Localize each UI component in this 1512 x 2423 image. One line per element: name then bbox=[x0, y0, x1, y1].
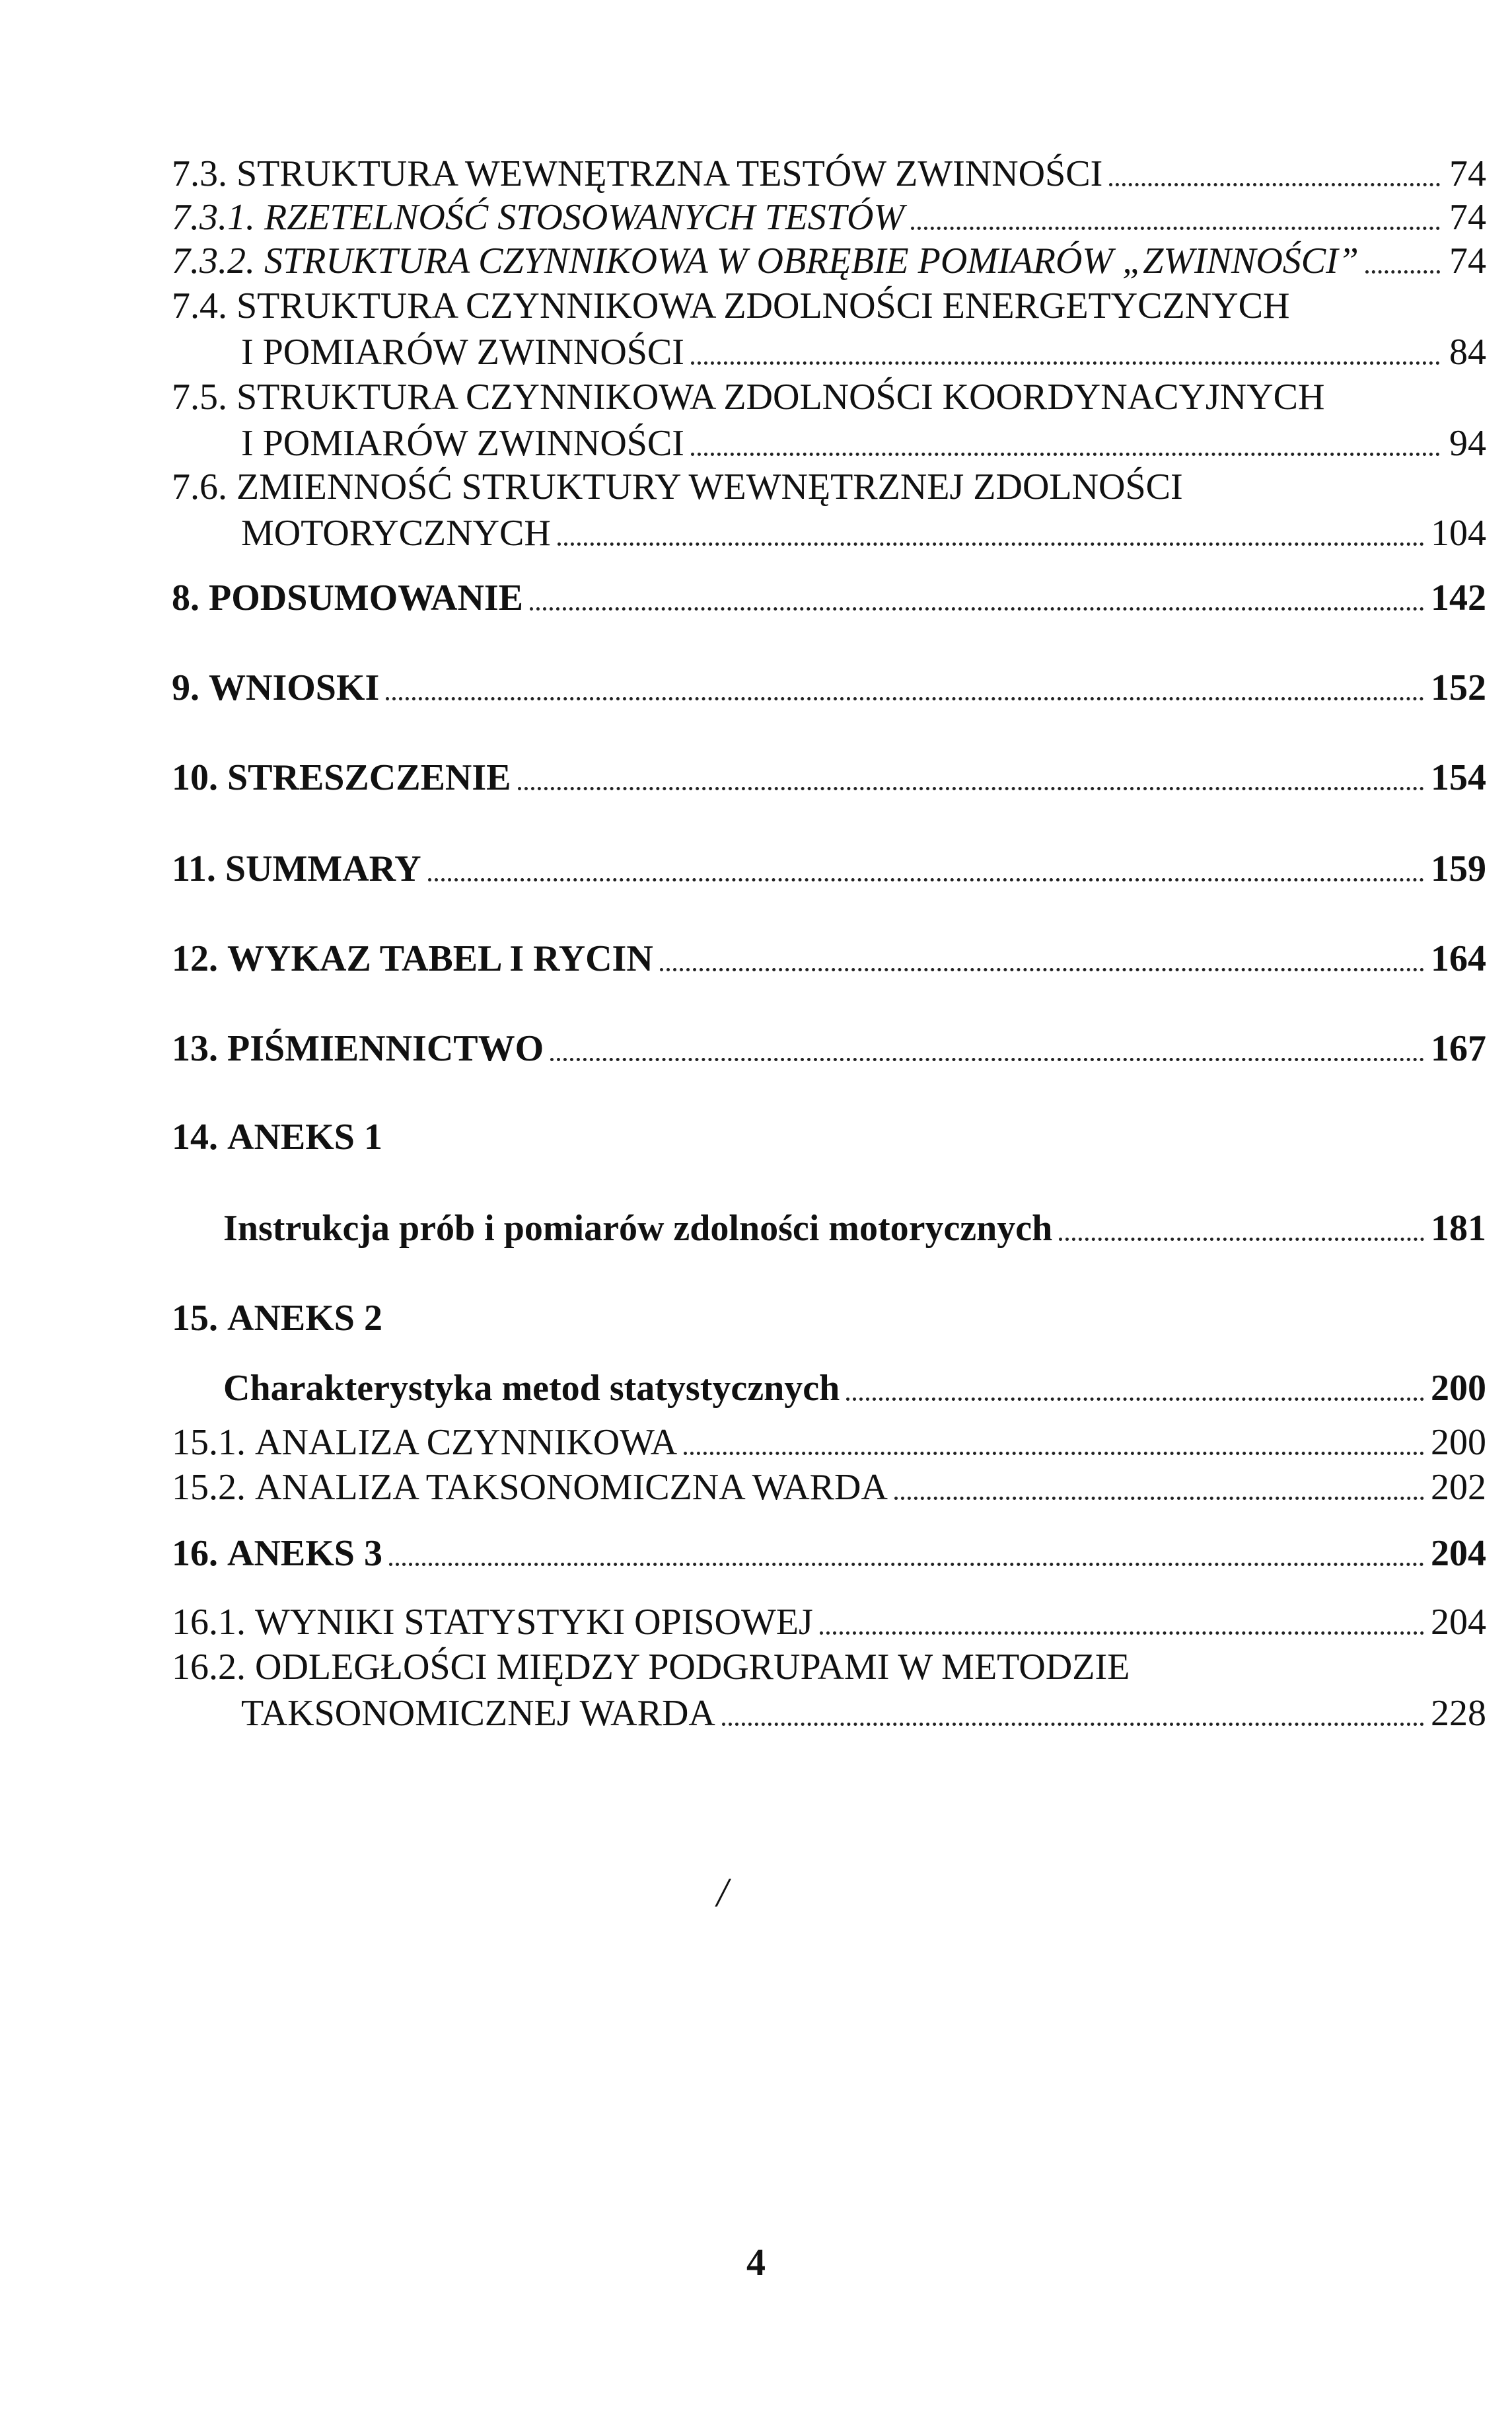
toc-title: STRUKTURA WEWNĘTRZNA TESTÓW ZWINNOŚCI bbox=[236, 153, 1103, 194]
toc-title: RZETELNOŚĆ STOSOWANYCH TESTÓW bbox=[264, 197, 905, 238]
toc-page-number: 74 bbox=[1449, 241, 1486, 281]
dot-leader bbox=[1059, 1238, 1424, 1241]
toc-entry-15-charakterystyka[interactable] bbox=[223, 1365, 1486, 1411]
toc-page-number: 167 bbox=[1431, 1028, 1486, 1069]
toc-page-number: 159 bbox=[1431, 848, 1486, 889]
toc-title: ANEKS 2 bbox=[227, 1298, 382, 1339]
toc-title: PODSUMOWANIE bbox=[209, 578, 524, 618]
toc-title: WNIOSKI bbox=[209, 667, 380, 708]
toc-title: STRESZCZENIE bbox=[227, 757, 511, 798]
dot-leader bbox=[846, 1398, 1424, 1401]
toc-number: 9. bbox=[172, 667, 199, 708]
toc-entry-15[interactable] bbox=[172, 1295, 1486, 1341]
toc-title: WYKAZ TABEL I RYCIN bbox=[227, 938, 653, 979]
dot-leader bbox=[428, 878, 1424, 881]
toc-page-number: 104 bbox=[1431, 513, 1486, 554]
toc-title: PIŚMIENNICTWO bbox=[227, 1028, 544, 1069]
toc-number: 16.1. bbox=[172, 1602, 246, 1643]
dot-leader bbox=[1365, 270, 1440, 274]
toc-title-continuation: I POMIARÓW ZWINNOŚCI bbox=[241, 332, 684, 373]
toc-number: 12. bbox=[172, 938, 218, 979]
toc-title: ANALIZA TAKSONOMICZNA WARDA bbox=[255, 1467, 888, 1508]
toc-title-continuation: MOTORYCZNYCH bbox=[241, 513, 551, 554]
toc-entry-7-5[interactable] bbox=[172, 374, 1486, 466]
toc-page-number: 204 bbox=[1431, 1602, 1486, 1643]
toc-number: 13. bbox=[172, 1028, 218, 1069]
dot-leader bbox=[691, 361, 1440, 365]
toc-number: 14. bbox=[172, 1117, 218, 1158]
toc-page-number: 84 bbox=[1449, 332, 1486, 373]
toc-entry-16-1[interactable] bbox=[172, 1599, 1486, 1645]
toc-page-number: 200 bbox=[1431, 1368, 1486, 1409]
toc-title: STRUKTURA CZYNNIKOWA W OBRĘBIE POMIARÓW „ZWINNOŚCI” bbox=[264, 241, 1359, 281]
toc-number: 15.1. bbox=[172, 1422, 246, 1463]
toc-title: ODLEGŁOŚCI MIĘDZY PODGRUPAMI W METODZIE bbox=[255, 1647, 1130, 1688]
toc-entry-14[interactable] bbox=[172, 1114, 1486, 1160]
toc-page-number: 74 bbox=[1449, 153, 1486, 194]
toc-title-continuation: I POMIARÓW ZWINNOŚCI bbox=[241, 423, 684, 464]
toc-entry-15-1[interactable] bbox=[172, 1419, 1486, 1466]
toc-entry-12[interactable] bbox=[172, 936, 1486, 982]
toc-entry-13[interactable] bbox=[172, 1025, 1486, 1072]
toc-number: 11. bbox=[172, 848, 216, 889]
toc-entry-8[interactable] bbox=[172, 575, 1486, 621]
toc-entry-11[interactable] bbox=[172, 846, 1486, 892]
toc-number: 7.6. bbox=[172, 466, 227, 507]
dot-leader bbox=[684, 1452, 1424, 1455]
toc-number: 7.3.1. bbox=[172, 197, 255, 238]
dot-leader bbox=[518, 787, 1424, 790]
toc-title: Instrukcja prób i pomiarów zdolności motorycznych bbox=[223, 1208, 1053, 1249]
toc-entry-16-2[interactable] bbox=[172, 1644, 1486, 1736]
dot-leader bbox=[911, 227, 1440, 230]
toc-title: ZMIENNOŚĆ STRUKTURY WEWNĘTRZNEJ ZDOLNOŚCI bbox=[236, 466, 1183, 507]
dot-leader bbox=[386, 697, 1424, 700]
dot-leader bbox=[660, 968, 1424, 971]
toc-page-number: 152 bbox=[1431, 667, 1486, 708]
toc-entry-14-instrukcja[interactable] bbox=[223, 1205, 1486, 1251]
toc-number: 15.2. bbox=[172, 1467, 246, 1508]
toc-entry-7-3[interactable] bbox=[172, 151, 1486, 197]
toc-title-continuation: TAKSONOMICZNEJ WARDA bbox=[241, 1693, 715, 1734]
toc-number: 7.3. bbox=[172, 153, 227, 194]
dot-leader bbox=[894, 1497, 1424, 1500]
toc-number: 10. bbox=[172, 757, 218, 798]
toc-number: 7.3.2. bbox=[172, 241, 255, 281]
toc-title: ANEKS 3 bbox=[227, 1533, 382, 1574]
toc-title: Charakterystyka metod statystycznych bbox=[223, 1368, 840, 1409]
dot-leader bbox=[550, 1058, 1424, 1061]
toc-page-number: 164 bbox=[1431, 938, 1486, 979]
toc-page-number: 74 bbox=[1449, 197, 1486, 238]
toc-page-number: 181 bbox=[1431, 1208, 1486, 1249]
toc-number: 8. bbox=[172, 578, 199, 618]
dot-leader bbox=[820, 1631, 1424, 1635]
toc-entry-15-2[interactable] bbox=[172, 1464, 1486, 1510]
toc-entry-7-3-1[interactable] bbox=[172, 194, 1486, 241]
toc-title: STRUKTURA CZYNNIKOWA ZDOLNOŚCI KOORDYNACYJNYCH bbox=[236, 377, 1325, 418]
toc-number: 15. bbox=[172, 1298, 218, 1339]
stray-pen-mark: / bbox=[717, 1871, 729, 1916]
toc-page-number: 200 bbox=[1431, 1422, 1486, 1463]
toc-number: 7.5. bbox=[172, 377, 227, 418]
toc-page-number: 154 bbox=[1431, 757, 1486, 798]
dot-leader bbox=[389, 1563, 1424, 1566]
page-number: 4 bbox=[746, 2241, 766, 2284]
toc-entry-7-4[interactable] bbox=[172, 283, 1486, 375]
dot-leader bbox=[530, 607, 1424, 611]
dot-leader bbox=[691, 453, 1440, 456]
toc-number: 7.4. bbox=[172, 285, 227, 326]
dot-leader bbox=[722, 1723, 1424, 1726]
toc-page-number: 204 bbox=[1431, 1533, 1486, 1574]
toc-entry-9[interactable] bbox=[172, 665, 1486, 711]
toc-title: STRUKTURA CZYNNIKOWA ZDOLNOŚCI ENERGETYCZNYCH bbox=[236, 285, 1290, 326]
toc-number: 16. bbox=[172, 1533, 218, 1574]
toc-entry-7-6[interactable] bbox=[172, 464, 1486, 556]
toc-title: ANALIZA CZYNNIKOWA bbox=[255, 1422, 678, 1463]
dot-leader bbox=[1109, 183, 1440, 186]
toc-title: ANEKS 1 bbox=[227, 1117, 382, 1158]
toc-entry-7-3-2[interactable] bbox=[172, 238, 1486, 284]
toc-number: 16.2. bbox=[172, 1647, 246, 1688]
toc-page-number: 142 bbox=[1431, 578, 1486, 618]
dot-leader bbox=[558, 542, 1424, 546]
toc-title: SUMMARY bbox=[225, 848, 421, 889]
toc-page-number: 94 bbox=[1449, 423, 1486, 464]
toc-title: WYNIKI STATYSTYKI OPISOWEJ bbox=[255, 1602, 813, 1643]
toc-entry-10[interactable] bbox=[172, 755, 1486, 801]
toc-entry-16[interactable] bbox=[172, 1530, 1486, 1577]
toc-page-number: 228 bbox=[1431, 1693, 1486, 1734]
toc-page-number: 202 bbox=[1431, 1467, 1486, 1508]
